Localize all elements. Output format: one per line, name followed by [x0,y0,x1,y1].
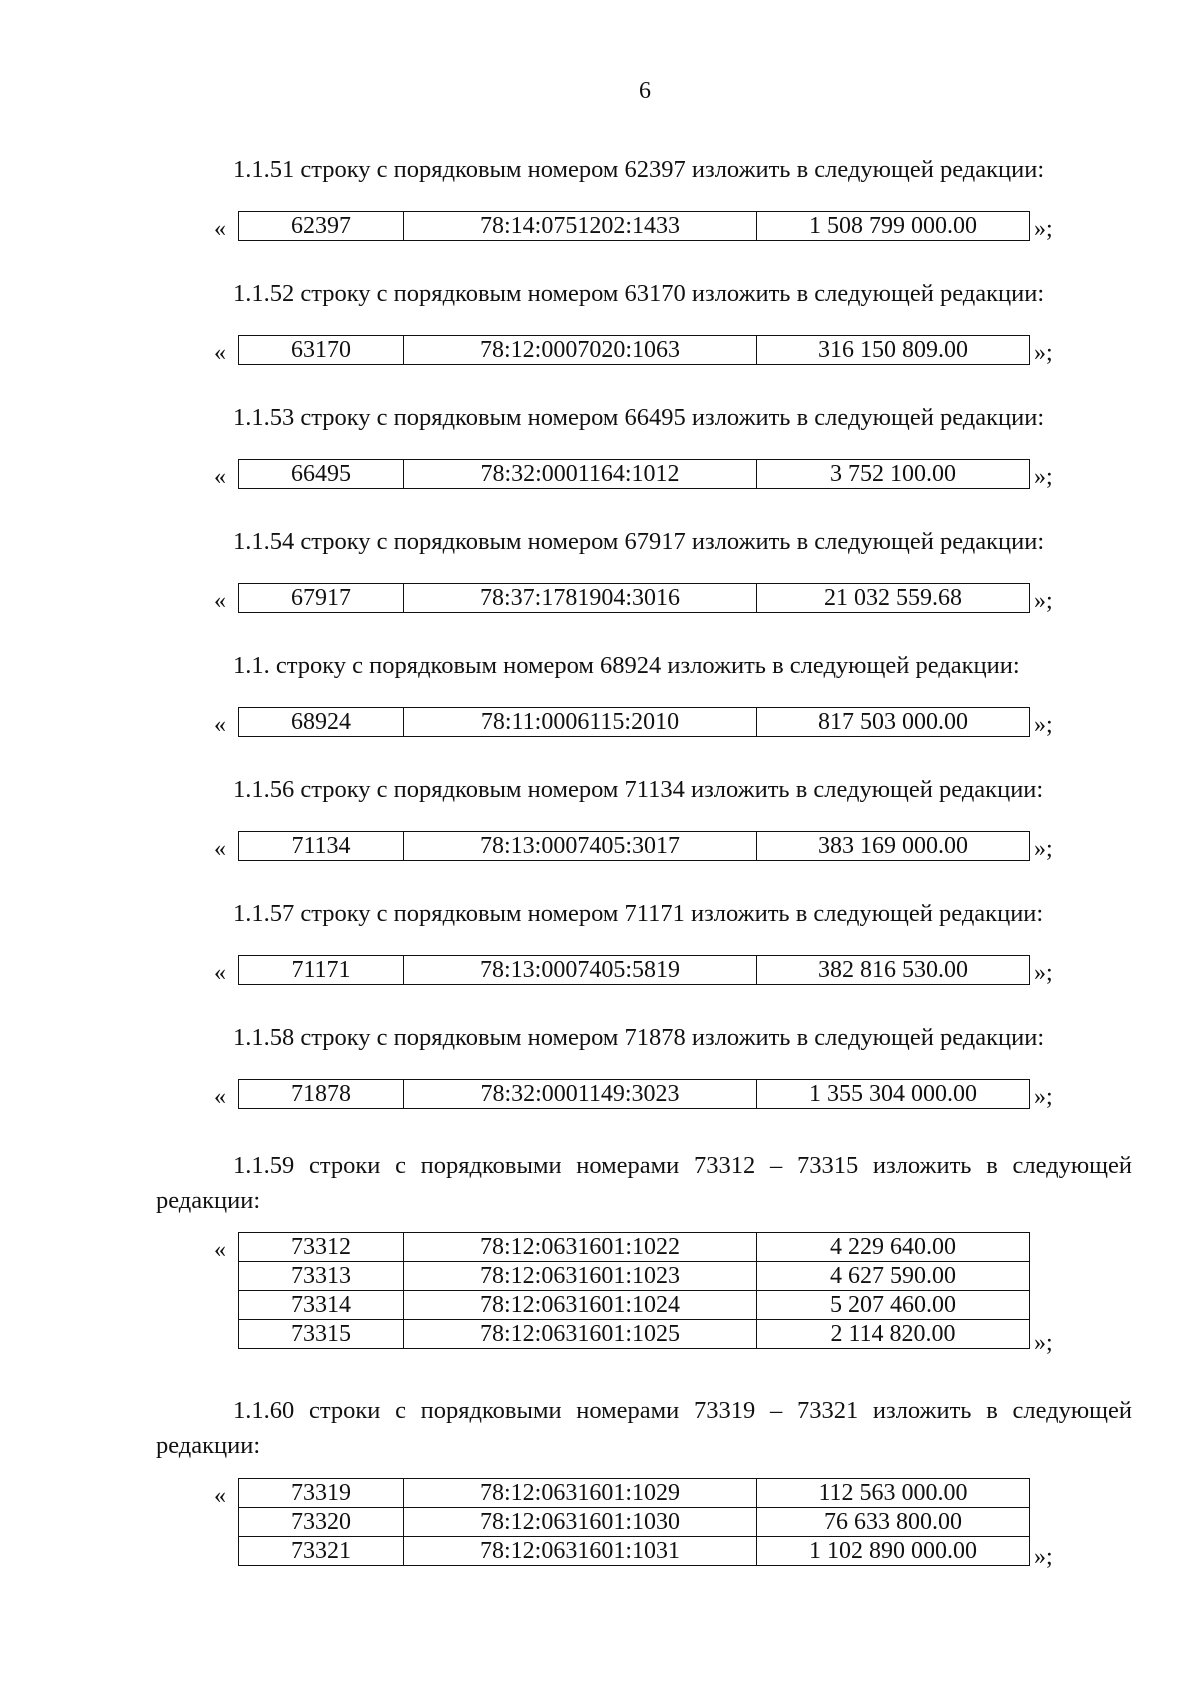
entry-block-1-1-60 [210,1478,1070,1574]
open-quote: « [214,1237,226,1263]
row-number-cell: 68924 [239,708,404,737]
paragraph-1-1-53: 1.1.53 строку с порядковым номером 66495 изложить в следующей редакции: [233,404,1045,431]
close-quote: »; [1034,216,1053,242]
cadastral-number-cell: 78:32:0001149:3023 [404,1080,757,1109]
close-quote: »; [1034,960,1053,986]
close-quote: »; [1034,464,1053,490]
cadastral-number-cell: 78:12:0631601:1031 [404,1537,757,1566]
table-row [239,1262,1030,1291]
entry-table [238,211,1030,241]
entry-table [238,707,1030,737]
cadastral-number-cell: 78:32:0001164:1012 [404,460,757,489]
value-cell: 4 229 640.00 [757,1233,1030,1262]
close-quote: »; [1034,712,1053,738]
paragraph-1-1-52: 1.1.52 строку с порядковым номером 63170 изложить в следующей редакции: [233,280,1045,307]
entry-block-1-1-52 [210,335,1070,369]
paragraph-1-1-56: 1.1.56 строку с порядковым номером 71134 изложить в следующей редакции: [233,776,1044,803]
paragraph-1-1-59: 1.1.59 строки с порядковыми номерами 73312 – 73315 изложить в следующей редакции: [156,1152,1132,1214]
entry-table [238,335,1030,365]
table-row [239,212,1030,241]
close-quote: »; [1034,1544,1053,1570]
entry-block-1-1-58 [210,1079,1070,1113]
entry-block-1-1-56 [210,831,1070,865]
value-cell: 817 503 000.00 [757,708,1030,737]
paragraph-1-1-57: 1.1.57 строку с порядковым номером 71171 изложить в следующей редакции: [233,900,1044,927]
row-number-cell: 73315 [239,1320,404,1349]
cadastral-number-cell: 78:37:1781904:3016 [404,584,757,613]
paragraph-1-1-58: 1.1.58 строку с порядковым номером 71878 изложить в следующей редакции: [233,1024,1045,1051]
cadastral-number-cell: 78:12:0631601:1029 [404,1479,757,1508]
open-quote: « [214,1483,226,1509]
close-quote: »; [1034,588,1053,614]
open-quote: « [214,1084,226,1110]
cadastral-number-cell: 78:12:0631601:1030 [404,1508,757,1537]
value-cell: 316 150 809.00 [757,336,1030,365]
value-cell: 382 816 530.00 [757,956,1030,985]
value-cell: 3 752 100.00 [757,460,1030,489]
entry-block-1-1-53 [210,459,1070,493]
row-number-cell: 62397 [239,212,404,241]
entry-table [238,583,1030,613]
cadastral-number-cell: 78:12:0631601:1025 [404,1320,757,1349]
value-cell: 1 102 890 000.00 [757,1537,1030,1566]
row-number-cell: 73313 [239,1262,404,1291]
cadastral-number-cell: 78:12:0007020:1063 [404,336,757,365]
cadastral-number-cell: 78:12:0631601:1023 [404,1262,757,1291]
entry-block-1-1-51 [210,211,1070,245]
table-row [239,1508,1030,1537]
row-number-cell: 73314 [239,1291,404,1320]
value-cell: 2 114 820.00 [757,1320,1030,1349]
cadastral-number-cell: 78:14:0751202:1433 [404,212,757,241]
row-number-cell: 73319 [239,1479,404,1508]
entry-table [238,831,1030,861]
table-row [239,584,1030,613]
open-quote: « [214,464,226,490]
open-quote: « [214,836,226,862]
table-row [239,460,1030,489]
page-number: 6 [639,78,651,104]
value-cell: 1 508 799 000.00 [757,212,1030,241]
paragraph-1-1-51: 1.1.51 строку с порядковым номером 62397 изложить в следующей редакции: [233,156,1045,183]
value-cell: 112 563 000.00 [757,1479,1030,1508]
entry-block-1-1-59 [210,1232,1070,1360]
row-number-cell: 71134 [239,832,404,861]
cadastral-number-cell: 78:11:0006115:2010 [404,708,757,737]
cadastral-number-cell: 78:13:0007405:3017 [404,832,757,861]
table-row [239,1080,1030,1109]
close-quote: »; [1034,340,1053,366]
value-cell: 4 627 590.00 [757,1262,1030,1291]
entry-table [238,459,1030,489]
row-number-cell: 73312 [239,1233,404,1262]
table-row [239,336,1030,365]
entry-table [238,1232,1030,1349]
entry-block-1-1-55 [210,707,1070,741]
entry-table [238,1079,1030,1109]
cadastral-number-cell: 78:12:0631601:1024 [404,1291,757,1320]
row-number-cell: 63170 [239,336,404,365]
value-cell: 1 355 304 000.00 [757,1080,1030,1109]
entry-block-1-1-54 [210,583,1070,617]
row-number-cell: 73321 [239,1537,404,1566]
cadastral-number-cell: 78:12:0631601:1022 [404,1233,757,1262]
open-quote: « [214,960,226,986]
value-cell: 5 207 460.00 [757,1291,1030,1320]
table-row [239,708,1030,737]
row-number-cell: 67917 [239,584,404,613]
paragraph-1-1-54: 1.1.54 строку с порядковым номером 67917 изложить в следующей редакции: [233,528,1045,555]
close-quote: »; [1034,1330,1053,1356]
table-row [239,832,1030,861]
row-number-cell: 71171 [239,956,404,985]
paragraph-1-1-60: 1.1.60 строки с порядковыми номерами 73319 – 73321 изложить в следующей редакции: [156,1397,1132,1459]
value-cell: 383 169 000.00 [757,832,1030,861]
entry-table [238,955,1030,985]
row-number-cell: 73320 [239,1508,404,1537]
table-row [239,956,1030,985]
open-quote: « [214,588,226,614]
table-row [239,1320,1030,1349]
row-number-cell: 71878 [239,1080,404,1109]
open-quote: « [214,712,226,738]
open-quote: « [214,216,226,242]
value-cell: 21 032 559.68 [757,584,1030,613]
cadastral-number-cell: 78:13:0007405:5819 [404,956,757,985]
paragraph-1-1-55: 1.1. строку с порядковым номером 68924 изложить в следующей редакции: [233,652,1020,679]
entry-table [238,1478,1030,1566]
table-row [239,1537,1030,1566]
table-row [239,1233,1030,1262]
entry-block-1-1-57 [210,955,1070,989]
table-row [239,1479,1030,1508]
close-quote: »; [1034,1084,1053,1110]
open-quote: « [214,340,226,366]
value-cell: 76 633 800.00 [757,1508,1030,1537]
row-number-cell: 66495 [239,460,404,489]
close-quote: »; [1034,836,1053,862]
table-row [239,1291,1030,1320]
